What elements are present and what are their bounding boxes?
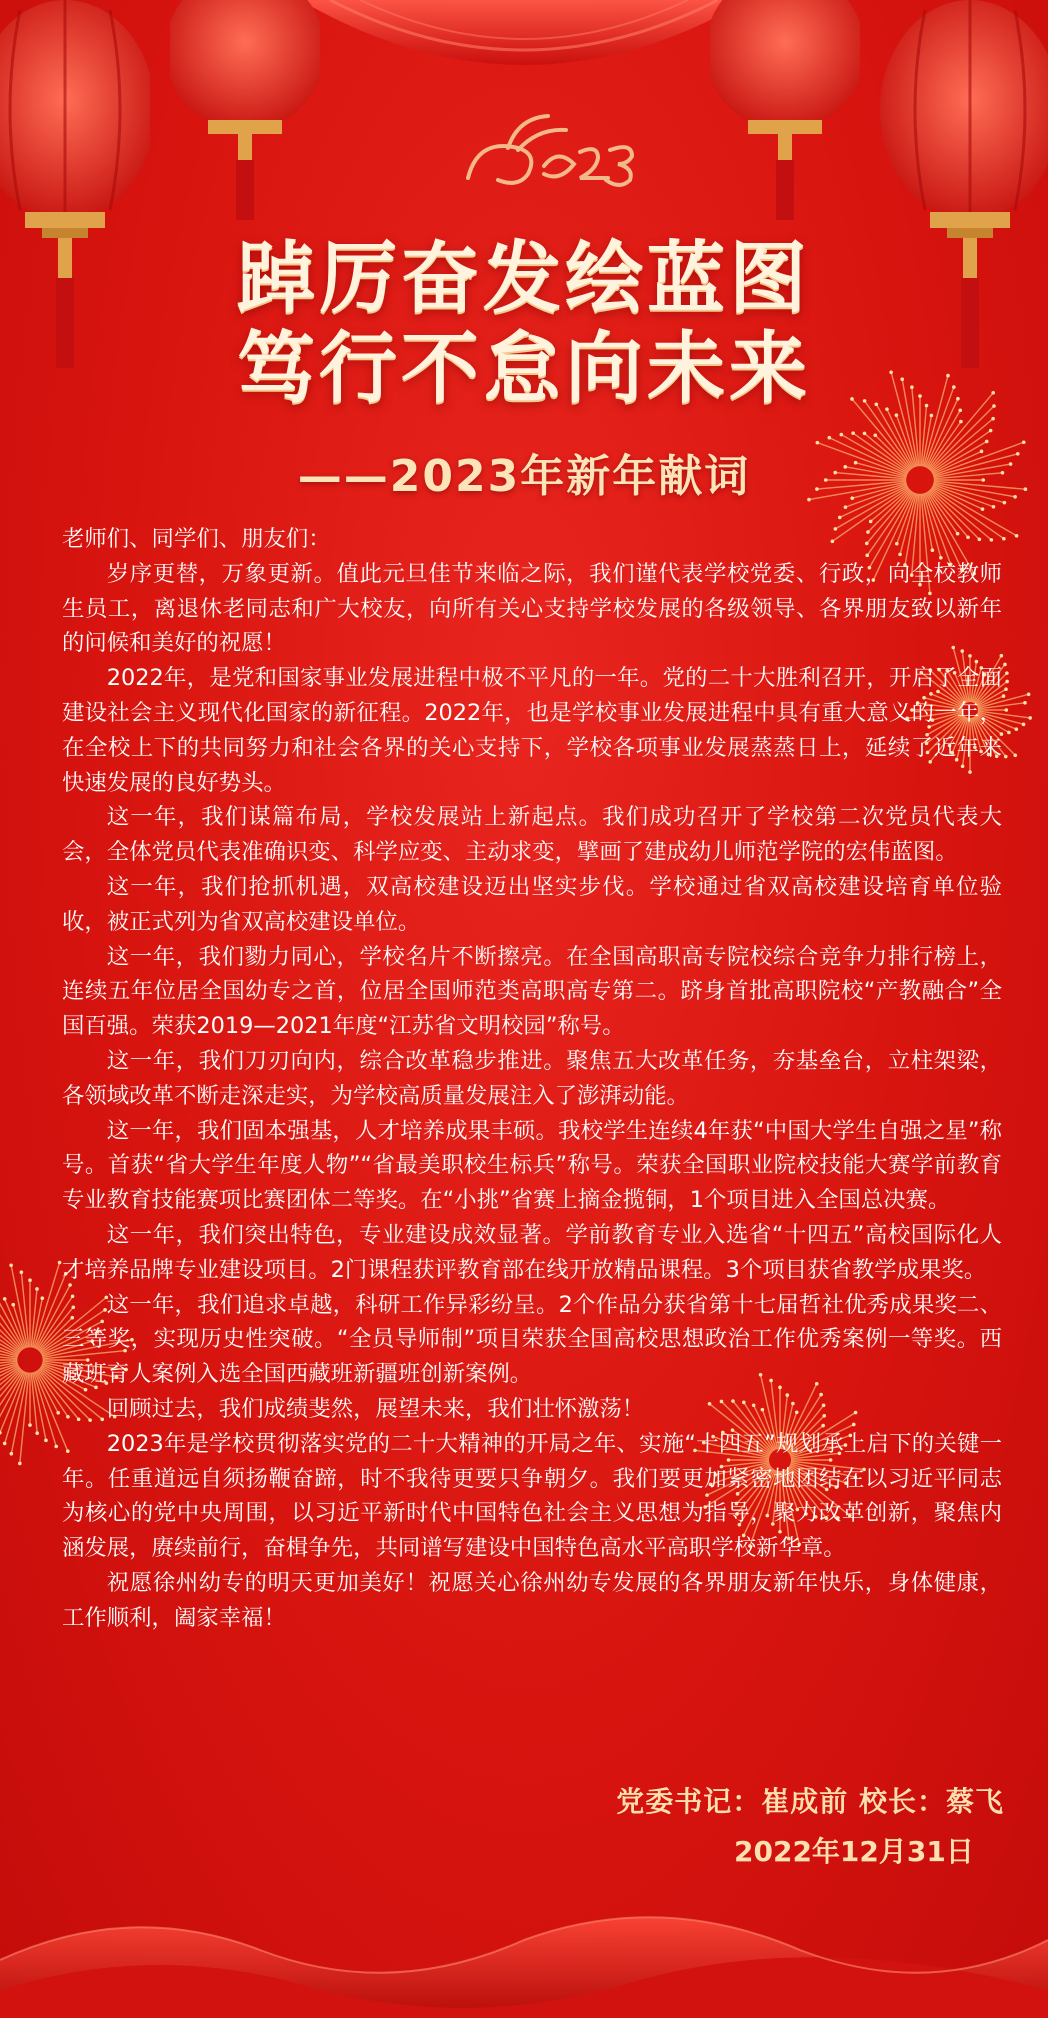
letter-paragraph: 2023年是学校贯彻落实党的二十大精神的开局之年、实施“十四五”规划承上启下的关键一年。任重道远自须扬鞭奋蹄，时不我待更要只争朝夕。我们要更加紧密地团结在以习近平同志为核心的党中央周围，以习近平新时代中国特色社会主义思想为指导，聚力改革创新，聚焦内涵发展，赓续前行，奋楫争先，共同谱写建设中国特色高水平高职学校新华章。 bbox=[62, 1430, 1002, 1562]
letter-greeting: 老师们、同学们、朋友们： bbox=[62, 526, 331, 552]
letter-body bbox=[62, 522, 1002, 1636]
bottom-wave-decoration bbox=[0, 1900, 1048, 2018]
main-title-line-2: 笃行不怠向未来 bbox=[236, 324, 811, 414]
letter-paragraph: 回顾过去，我们成绩斐然，展望未来，我们壮怀激荡！ bbox=[106, 1395, 645, 1422]
letter-paragraph: 这一年，我们抢抓机遇，双高校建设迈出坚实步伐。学校通过省双高校建设培育单位验收，被正式列为省双高校建设单位。 bbox=[62, 873, 1002, 935]
letter-paragraph: 这一年，我们勠力同心，学校名片不断擦亮。在全国高职高专院校综合竞争力排行榜上，连续五年位居全国幼专之首，位居全国师范类高职高专第二。跻身首批高职院校“产教融合”全国百强。荣获2019—2021年度“江苏省文明校园”称号。 bbox=[62, 943, 1002, 1040]
signature: 党委书记：崔成前 校长：蔡飞 bbox=[616, 1785, 1004, 1818]
letter-paragraph: 这一年，我们刀刃向内，综合改革稳步推进。聚焦五大改革任务，夯基垒台，立柱架梁，各领域改革不断走深走实，为学校高质量发展注入了澎湃动能。 bbox=[62, 1047, 1002, 1109]
letter-paragraph: 祝愿徐州幼专的明天更加美好！祝愿关心徐州幼专发展的各界朋友新年快乐，身体健康，工作顺利，阖家幸福！ bbox=[62, 1569, 1002, 1631]
letter-paragraph: 这一年，我们固本强基，人才培养成果丰硕。我校学生连续4年获“中国大学生自强之星”称号。首获“省大学生年度人物”“省最美职校生标兵”称号。荣获全国职业院校技能大赛学前教育专业教育技能赛项比赛团体二等奖。在“小挑”省赛上摘金揽铜，1个项目进入全国总决赛。 bbox=[62, 1117, 1002, 1214]
letter-paragraph: 这一年，我们追求卓越，科研工作异彩纷呈。2个作品分获省第十七届哲社优秀成果奖二、三等奖，实现历史性突破。“全员导师制”项目荣获全国高校思想政治工作优秀案例一等奖。西藏班育人案例入选全国西藏班新疆班创新案例。 bbox=[62, 1291, 1002, 1388]
letter-date: 2022年12月31日 bbox=[734, 1835, 974, 1868]
subtitle: ——2023年新年献词 bbox=[297, 451, 751, 502]
left-lantern-small-icon bbox=[170, 0, 320, 220]
letter-paragraph: 岁序更替，万象更新。值此元旦佳节来临之际，我们谨代表学校党委、行政，向全校教师生员工，离退休老同志和广大校友，向所有关心支持学校发展的各级领导、各界朋友致以新年的问候和美好的祝愿！ bbox=[62, 560, 1002, 657]
letter-paragraph: 这一年，我们突出特色，专业建设成效显著。学前教育专业入选省“十四五”高校国际化人才培养品牌专业建设项目。2门课程获评教育部在线开放精品课程。3个项目获省教学成果奖。 bbox=[62, 1221, 1002, 1283]
right-lantern-small-icon bbox=[710, 0, 860, 220]
letter-paragraph: 2022年，是党和国家事业发展进程中极不平凡的一年。党的二十大胜利召开，开启了全面建设社会主义现代化国家的新征程。2022年，也是学校事业发展进程中具有重大意义的一年，在全校上下的共同努力和社会各界的关心支持下，学校各项事业发展蒸蒸日上，延续了近年来快速发展的良好势头。 bbox=[62, 665, 1002, 796]
rabbit-2023-logo-icon bbox=[448, 108, 648, 198]
main-title-line-1: 踔厉奋发绘蓝图 bbox=[236, 234, 811, 324]
letter-paragraph: 这一年，我们谋篇布局，学校发展站上新起点。我们成功召开了学校第二次党员代表大会，全体党员代表准确识变、科学应变、主动求变，擘画了建成幼儿师范学院的宏伟蓝图。 bbox=[62, 804, 1002, 866]
